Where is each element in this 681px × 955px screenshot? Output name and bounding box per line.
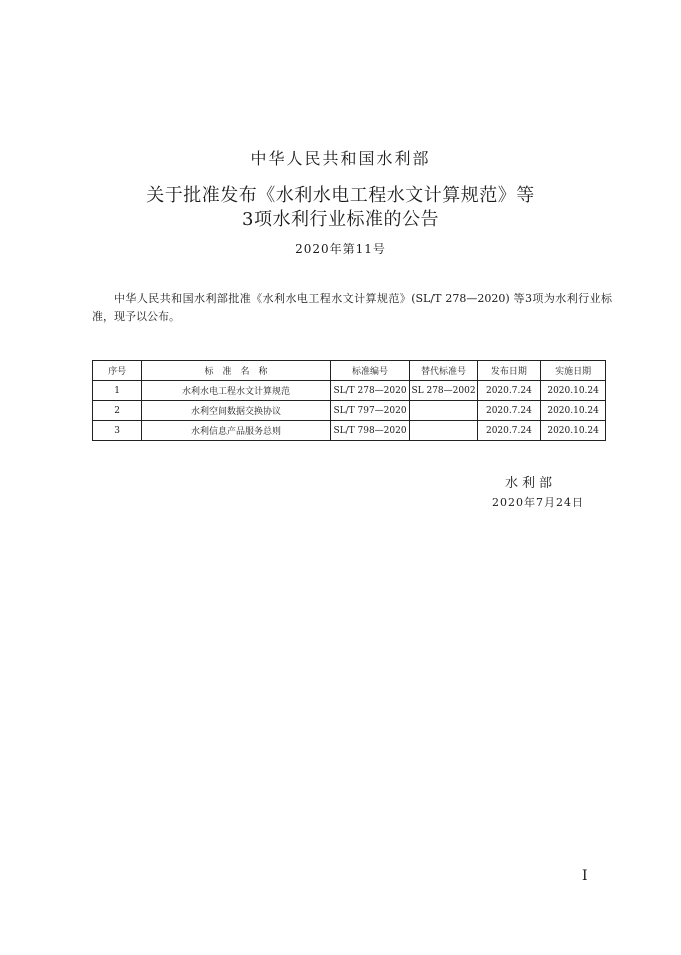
cell-effective-date: 2020.10.24 <box>541 421 606 441</box>
page-number: I <box>582 868 588 884</box>
cell-code: SL/T 797—2020 <box>330 401 410 421</box>
cell-effective-date: 2020.10.24 <box>541 401 606 421</box>
table-row <box>93 421 606 441</box>
announcement-body: 中华人民共和国水利部批准《水利水电工程水文计算规范》(SL/T 278—2020) 等3项为水利行业标准，现予以公布。 <box>92 292 612 323</box>
col-header-seq: 序号 <box>93 361 142 381</box>
cell-code: SL/T 798—2020 <box>330 421 410 441</box>
col-header-publish-date: 发布日期 <box>477 361 541 381</box>
cell-code: SL/T 278—2020 <box>330 381 410 401</box>
cell-publish-date: 2020.7.24 <box>477 401 541 421</box>
announcement-title-line-1: 关于批准发布《水利水电工程水文计算规范》等 <box>146 185 535 206</box>
cell-replaced <box>410 401 477 421</box>
table-header-row <box>93 361 606 381</box>
cell-seq: 2 <box>93 401 142 421</box>
cell-replaced: SL 278—2002 <box>410 381 477 401</box>
ministry-name: 中华人民共和国水利部 <box>250 149 431 168</box>
col-header-replaced: 替代标准号 <box>410 361 477 381</box>
table-row <box>93 401 606 421</box>
cell-publish-date: 2020.7.24 <box>477 421 541 441</box>
col-header-code: 标准编号 <box>330 361 410 381</box>
cell-replaced <box>410 421 477 441</box>
col-header-name: 标 准 名 称 <box>142 361 330 381</box>
signature-date: 2020年7月24日 <box>492 496 584 509</box>
cell-seq: 1 <box>93 381 142 401</box>
cell-name: 水利空间数据交换协议 <box>142 401 330 421</box>
cell-name: 水利信息产品服务总则 <box>142 421 330 441</box>
cell-publish-date: 2020.7.24 <box>477 381 541 401</box>
col-header-effective-date: 实施日期 <box>541 361 606 381</box>
cell-name: 水利水电工程水文计算规范 <box>142 381 330 401</box>
announcement-title-line-2: 3项水利行业标准的公告 <box>242 209 439 230</box>
cell-seq: 3 <box>93 421 142 441</box>
cell-effective-date: 2020.10.24 <box>541 381 606 401</box>
document-number: 2020年第11号 <box>295 242 386 256</box>
standards-table <box>92 360 606 441</box>
signer-name: 水利部 <box>505 476 557 491</box>
table-row <box>93 381 606 401</box>
